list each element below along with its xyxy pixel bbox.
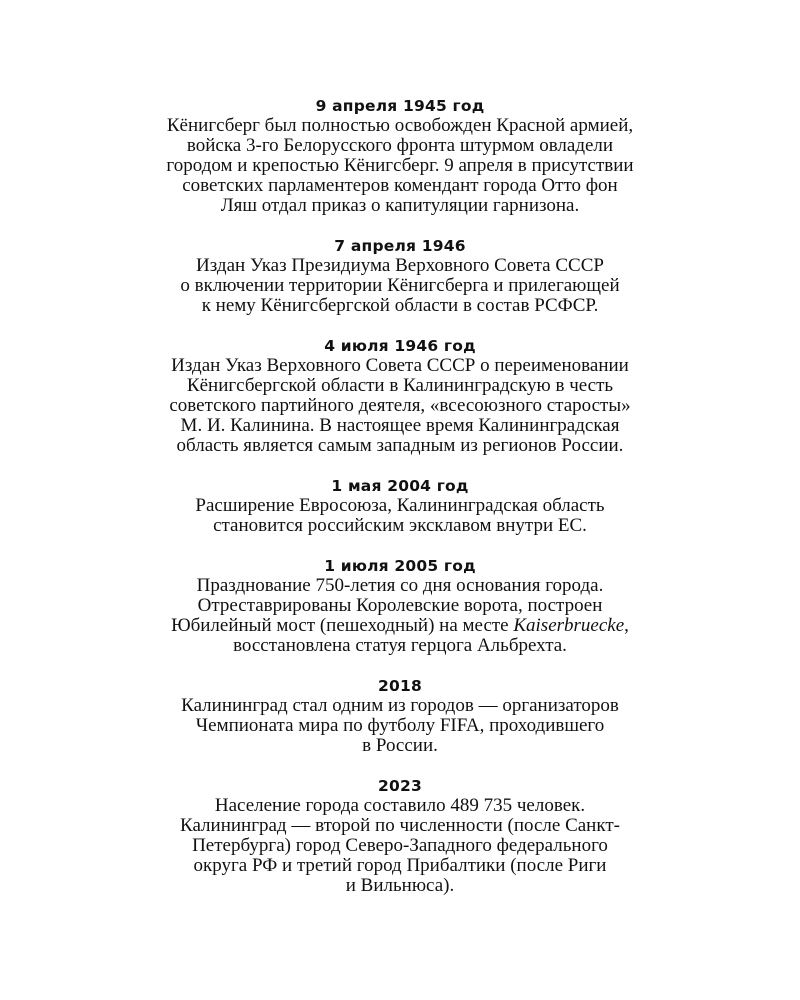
text-fragment: Юбилейный мост (пешеходный) на месте — [171, 615, 514, 636]
entry-text-line: Отреставрированы Королевские ворота, построен — [197, 595, 603, 616]
timeline-entry-1945 — [0, 96, 800, 216]
entry-text-line-mixed — [0, 616, 800, 636]
entry-text-line: и Вильнюса). — [345, 875, 455, 896]
entry-text-line: округа РФ и третий город Прибалтики (после Риги — [193, 855, 607, 876]
entry-text-line: Издан Указ Президиума Верховного Совета СССР — [196, 255, 604, 276]
entry-text-line: Чемпионата мира по футболу FIFA, проходившего — [195, 715, 605, 736]
entry-text-line: Население города составило 489 735 человек. — [214, 795, 586, 816]
entry-text-line: восстановлена статуя герцога Альбрехта. — [233, 635, 567, 656]
entry-date: 2018 — [378, 677, 422, 695]
entry-text-line: Калининград стал одним из городов — организаторов — [181, 695, 619, 716]
entry-text-line: Празднование 750-летия со дня основания города. — [196, 575, 604, 596]
entry-date: 2023 — [378, 777, 422, 795]
entry-text-line: Кёнигсберг был полностью освобожден Красной армией, — [166, 115, 634, 136]
entry-text-line: Ляш отдал приказ о капитуляции гарнизона. — [220, 195, 580, 216]
timeline-entry-2004 — [0, 476, 800, 536]
entry-text-line: к нему Кёнигсбергской области в состав РСФСР. — [201, 295, 599, 316]
entry-text-line: Петербурга) город Северо-Западного федерального — [192, 835, 608, 856]
entry-text-line: в России. — [362, 735, 438, 756]
entry-text-line: область является самым западным из регионов России. — [176, 435, 624, 456]
entry-date: 7 апреля 1946 — [334, 237, 466, 255]
timeline-entry-1946-july — [0, 336, 800, 456]
entry-date: 9 апреля 1945 год — [315, 97, 485, 115]
entry-text-line: советских парламентеров комендант города Отто фон — [182, 175, 618, 196]
timeline-entry-2018 — [0, 676, 800, 756]
entry-date: 4 июля 1946 год — [324, 337, 476, 355]
timeline-entry-2023 — [0, 776, 800, 896]
entry-text-line: Расширение Евросоюза, Калининградская область — [195, 495, 605, 516]
entry-text-line: советского партийного деятеля, «всесоюзного старосты» — [169, 395, 631, 416]
timeline-entry-2005 — [0, 556, 800, 656]
entry-text-line: о включении территории Кёнигсберга и прилегающей — [180, 275, 620, 296]
entry-text-line: войска 3-го Белорусского фронта штурмом овладели — [186, 135, 614, 156]
text-fragment: , — [624, 615, 629, 636]
italic-term: Kaiserbruecke — [513, 615, 625, 636]
entry-date: 1 июля 2005 год — [324, 557, 476, 575]
entry-text-line: городом и крепостью Кёнигсберг. 9 апреля в присутствии — [166, 155, 634, 176]
entry-text-line: Кёнигсбергской области в Калининградскую в честь — [186, 375, 614, 396]
entry-text-line: М. И. Калинина. В настоящее время Калининградская — [180, 415, 620, 436]
entry-text-line: становится российским эксклавом внутри ЕС. — [213, 515, 587, 536]
timeline-entry-1946-april — [0, 236, 800, 316]
entry-text-line: Издан Указ Верховного Совета СССР о переименовании — [171, 355, 629, 376]
entry-text-line: Калининград — второй по численности (после Санкт- — [180, 815, 620, 836]
timeline — [0, 96, 800, 916]
entry-date: 1 мая 2004 год — [331, 477, 469, 495]
